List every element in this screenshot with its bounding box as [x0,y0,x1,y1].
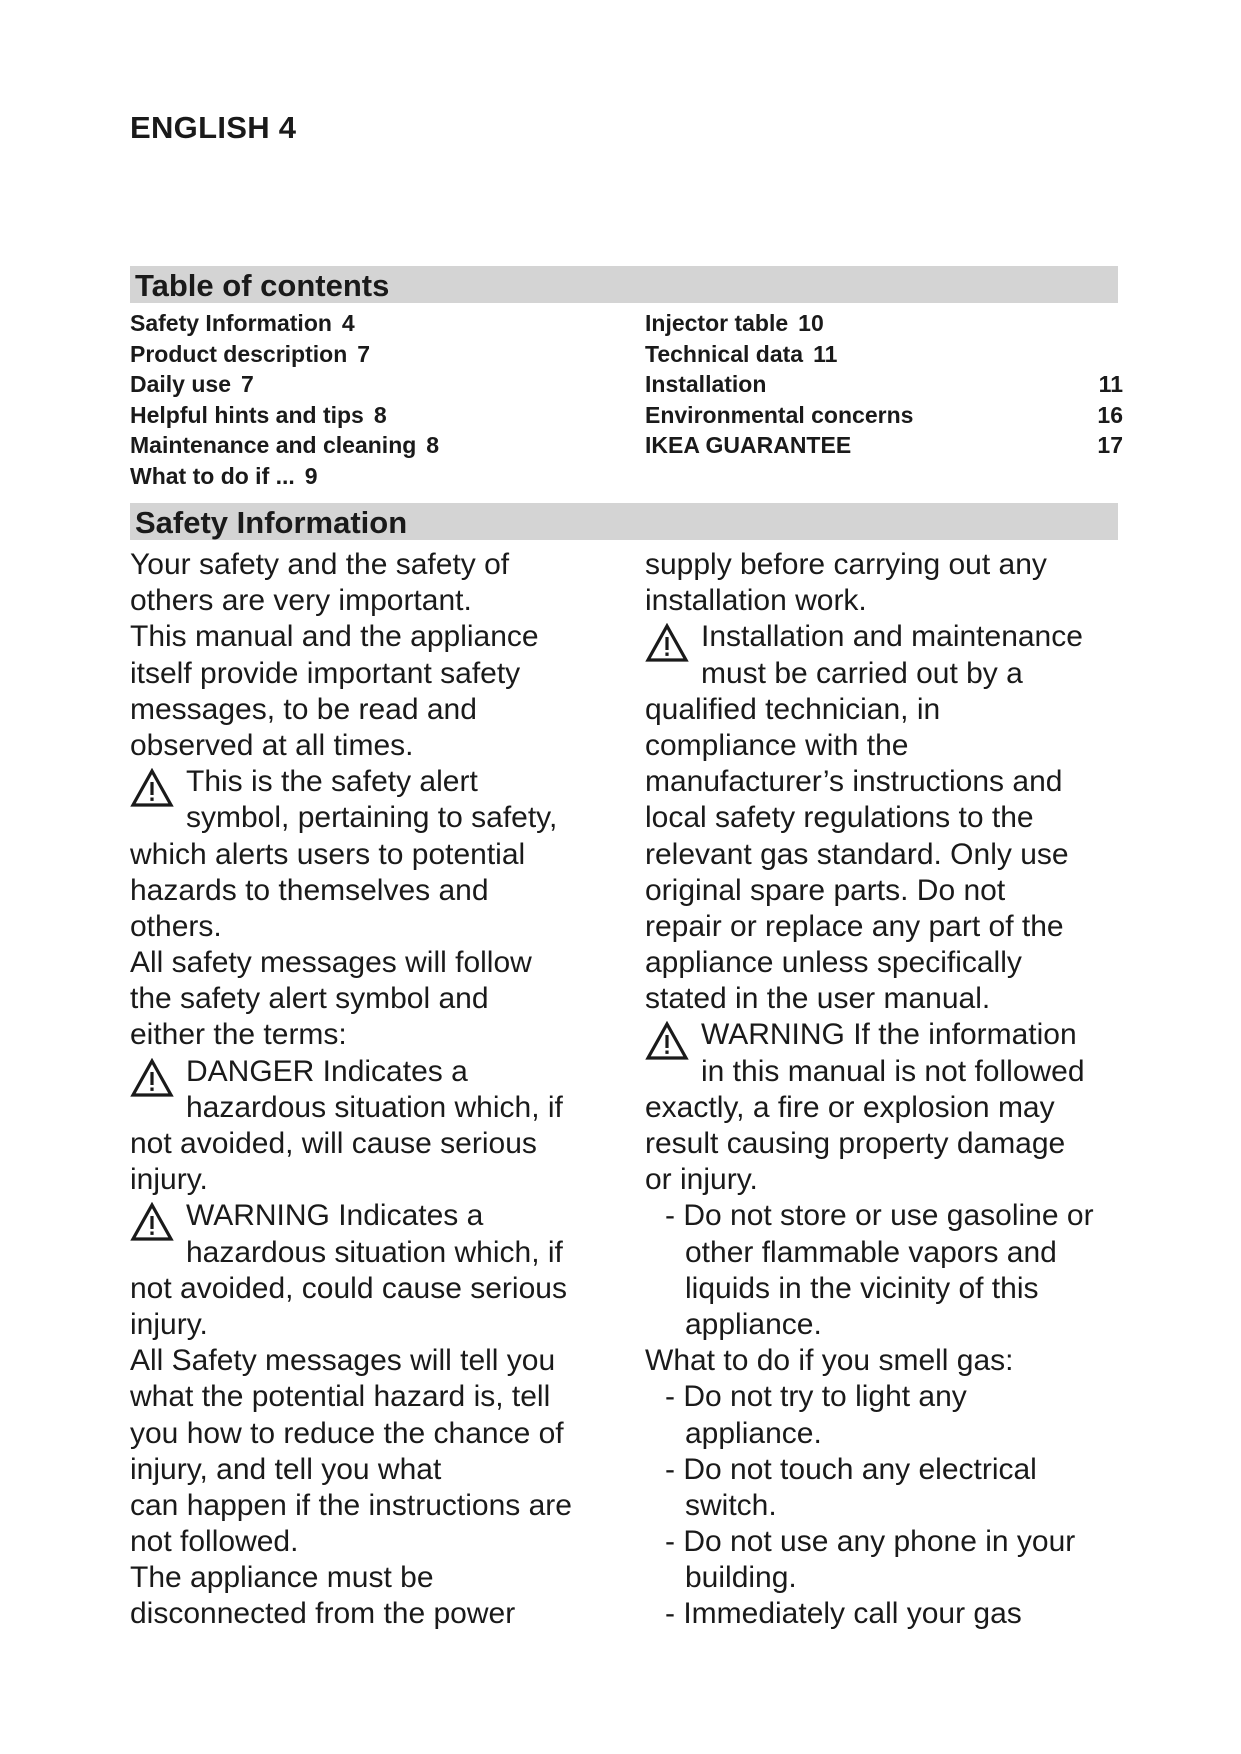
toc-item-label: What to do if ... [130,462,295,489]
text-line: This is the safety alert [186,765,478,799]
text-line: what the potential hazard is, tell [130,1380,551,1414]
toc-heading: Table of contents [135,268,390,303]
toc-item-page: 7 [241,371,254,397]
toc-item[interactable] [645,339,1123,370]
warning-block [645,1017,1094,1198]
text-line: WARNING If the information [701,1018,1077,1052]
warning-triangle-icon [645,623,689,663]
toc-item[interactable] [130,430,600,461]
toc-item-page: 9 [304,462,318,489]
text-line: or injury. [645,1163,758,1197]
text-line: This manual and the appliance [130,620,539,654]
text-line: others. [130,909,222,943]
toc-item-label: Technical data [645,340,804,367]
warning-triangle-icon [130,1058,174,1098]
toc-item-page: 7 [357,340,371,367]
toc-item[interactable] [645,369,1123,400]
bullet-line: - Do not use any phone in your [665,1525,1076,1559]
text-line: disconnected from the power [130,1597,516,1631]
text-line: All safety messages will follow [130,946,532,980]
text-line: All Safety messages will tell you [130,1344,556,1378]
text-line: in this manual is not followed [701,1054,1085,1088]
safety-right-column [645,547,1094,1633]
warning-triangle-icon [130,1202,174,1242]
toc-item-page: 11 [813,340,838,367]
text-line: not avoided, could cause serious [130,1271,567,1305]
bullet-line: - Immediately call your gas [665,1597,1022,1631]
text-line: can happen if the instructions are [130,1488,572,1522]
toc-left-column [130,308,600,491]
text-line: supply before carrying out any [645,548,1047,581]
text-line: DANGER Indicates a [186,1054,468,1088]
toc-heading-bar [130,266,1118,303]
text-line: must be carried out by a [701,656,1023,690]
text-line: The appliance must be [130,1561,434,1595]
safety-heading-bar [130,503,1118,540]
toc-right-column [645,308,1123,461]
toc-item-label: Environmental concerns [645,401,914,428]
text-line: Your safety and the safety of [130,548,510,581]
toc-item-page: 11 [1098,371,1123,397]
toc-item-label: Installation [645,371,767,397]
toc-item[interactable] [130,339,600,370]
text-line: qualified technician, in [645,692,941,726]
bullet-line: appliance. [685,1416,822,1450]
toc-item-label: IKEA GUARANTEE [645,432,852,458]
text-line: itself provide important safety [130,656,521,690]
text-line: injury. [130,1163,208,1197]
bullet-line: other flammable vapors and [685,1235,1057,1269]
text-line: hazardous situation which, if [186,1090,563,1124]
toc-item[interactable] [645,308,1123,339]
toc-item-label: Injector table [645,310,789,336]
text-line: local safety regulations to the [645,801,1034,835]
install-alert-block [645,619,1094,1017]
bullet-line: - Do not touch any electrical [665,1452,1037,1486]
text-line: injury. [130,1307,208,1341]
safety-left-column [130,547,572,1633]
bullet-line: switch. [685,1488,777,1522]
text-line: hazardous situation which, if [186,1235,563,1269]
text-line: not followed. [130,1525,299,1559]
bullet-line: - Do not try to light any [665,1380,967,1414]
text-line: observed at all times. [130,728,414,762]
bullet-line: liquids in the vicinity of this [685,1271,1039,1305]
text-line: repair or replace any part of the [645,909,1064,943]
toc-item[interactable] [130,400,600,431]
text-line: exactly, a fire or explosion may [645,1090,1055,1124]
text-line: the safety alert symbol and [130,982,489,1016]
text-line: relevant gas standard. Only use [645,837,1069,871]
bullet-line: - Do not store or use gasoline or [665,1199,1094,1233]
text-line: appliance unless specifically [645,946,1022,980]
safety-heading: Safety Information [135,505,408,540]
text-line: injury, and tell you what [130,1452,442,1486]
warning-triangle-icon [645,1021,689,1061]
toc-item[interactable] [130,308,600,339]
text-line: stated in the user manual. [645,982,991,1016]
toc-item-label: Helpful hints and tips [130,401,364,428]
text-line: symbol, pertaining to safety, [186,801,558,835]
danger-block [130,1054,572,1199]
text-line: original spare parts. Do not [645,873,1006,907]
text-line: messages, to be read and [130,692,477,726]
toc-item-page: 8 [426,432,440,458]
toc-item-label: Maintenance and cleaning [130,432,417,458]
toc-item-page: 8 [373,401,387,428]
text-line: not avoided, will cause serious [130,1127,537,1160]
text-line: installation work. [645,584,867,618]
toc-item[interactable] [645,430,1123,461]
text-line: either the terms: [130,1018,347,1052]
bullet-line: appliance. [685,1307,822,1341]
toc-item-label: Product description [130,340,348,367]
safety-alert-block [130,764,572,945]
text-line: you how to reduce the chance of [130,1416,564,1450]
text-line: result causing property damage [645,1127,1066,1160]
text-line: Installation and maintenance [701,620,1083,654]
toc-item-page: 10 [798,310,824,336]
text-line: WARNING Indicates a [186,1199,484,1233]
text-line: hazards to themselves and [130,873,489,907]
warning-triangle-icon [130,768,174,808]
text-line: others are very important. [130,584,472,618]
toc-item[interactable] [645,400,1123,431]
smell-gas-heading: What to do if you smell gas: [645,1344,1014,1378]
toc-item[interactable] [130,461,600,492]
toc-item-page: 17 [1097,432,1123,458]
text-line: which alerts users to potential [130,837,526,871]
page-header: ENGLISH 4 [130,110,297,145]
toc-item-page: 16 [1097,401,1123,428]
warning-block [130,1198,572,1343]
bullet-line: building. [685,1561,797,1595]
toc-item-page: 4 [341,310,355,336]
text-line: manufacturer’s instructions and [645,765,1063,799]
toc-item-label: Daily use [130,371,231,397]
text-line: compliance with the [645,728,909,762]
toc-item-label: Safety Information [130,310,332,336]
toc-item[interactable] [130,369,600,400]
